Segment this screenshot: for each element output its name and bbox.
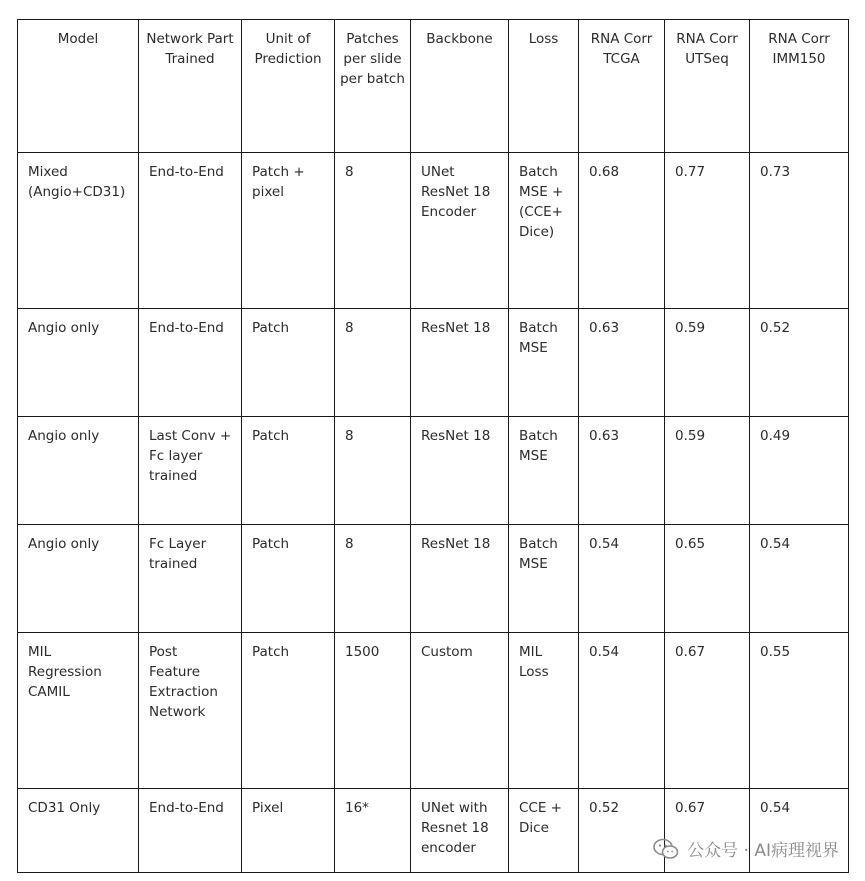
- table-row: [18, 417, 849, 525]
- col-header-patches: Patches per slide per batch: [335, 20, 411, 153]
- cell-model: Angio only: [18, 417, 139, 525]
- cell-backbone: UNet ResNet 18 Encoder: [411, 153, 509, 309]
- col-header-model: Model: [18, 20, 139, 153]
- cell-network-part: End-to-End: [139, 153, 242, 309]
- cell-rna-imm150: 0.55: [750, 633, 849, 789]
- cell-rna-imm150: 0.73: [750, 153, 849, 309]
- cell-rna-utseq: 0.59: [665, 309, 750, 417]
- cell-backbone: ResNet 18: [411, 525, 509, 633]
- cell-unit: Patch: [242, 309, 335, 417]
- col-header-rna-imm150: RNA Corr IMM150: [750, 20, 849, 153]
- col-header-unit: Unit of Prediction: [242, 20, 335, 153]
- col-header-backbone: Backbone: [411, 20, 509, 153]
- cell-patches: 8: [335, 417, 411, 525]
- watermark-text: 公众号 · AI病理视界: [687, 841, 839, 861]
- cell-network-part: Post Feature Extraction Network: [139, 633, 242, 789]
- cell-patches: 8: [335, 309, 411, 417]
- cell-backbone: ResNet 18: [411, 309, 509, 417]
- cell-backbone: Custom: [411, 633, 509, 789]
- cell-network-part: Last Conv + Fc layer trained: [139, 417, 242, 525]
- cell-network-part: End-to-End: [139, 789, 242, 873]
- cell-rna-tcga: 0.63: [579, 417, 665, 525]
- cell-patches: 8: [335, 525, 411, 633]
- cell-patches: 8: [335, 153, 411, 309]
- cell-unit: Patch: [242, 417, 335, 525]
- cell-rna-utseq: 0.77: [665, 153, 750, 309]
- cell-rna-imm150: 0.54: [750, 525, 849, 633]
- cell-loss: Batch MSE + (CCE+ Dice): [509, 153, 579, 309]
- wechat-icon: [653, 838, 679, 860]
- table-row: [18, 309, 849, 417]
- cell-unit: Patch + pixel: [242, 153, 335, 309]
- cell-rna-utseq: 0.67: [665, 789, 750, 873]
- col-header-network-part: Network Part Trained: [139, 20, 242, 153]
- cell-model: MIL Regression CAMIL: [18, 633, 139, 789]
- cell-unit: Pixel: [242, 789, 335, 873]
- cell-backbone: ResNet 18: [411, 417, 509, 525]
- cell-rna-tcga: 0.54: [579, 633, 665, 789]
- cell-rna-utseq: 0.59: [665, 417, 750, 525]
- cell-patches: 16*: [335, 789, 411, 873]
- table-row: [18, 153, 849, 309]
- cell-rna-tcga: 0.63: [579, 309, 665, 417]
- cell-loss: Batch MSE: [509, 309, 579, 417]
- cell-patches: 1500: [335, 633, 411, 789]
- cell-network-part: End-to-End: [139, 309, 242, 417]
- cell-loss: Batch MSE: [509, 525, 579, 633]
- cell-rna-tcga: 0.68: [579, 153, 665, 309]
- table-row: [18, 525, 849, 633]
- cell-unit: Patch: [242, 525, 335, 633]
- cell-loss: MIL Loss: [509, 633, 579, 789]
- cell-unit: Patch: [242, 633, 335, 789]
- cell-backbone: UNet with Resnet 18 encoder: [411, 789, 509, 873]
- cell-rna-tcga: 0.54: [579, 525, 665, 633]
- col-header-rna-utseq: RNA Corr UTSeq: [665, 20, 750, 153]
- watermark: [653, 836, 839, 861]
- col-header-loss: Loss: [509, 20, 579, 153]
- results-table: [17, 19, 849, 873]
- cell-model: Mixed (Angio+CD31): [18, 153, 139, 309]
- cell-rna-imm150: 0.49: [750, 417, 849, 525]
- cell-loss: CCE + Dice: [509, 789, 579, 873]
- cell-network-part: Fc Layer trained: [139, 525, 242, 633]
- cell-rna-imm150: 0.52: [750, 309, 849, 417]
- cell-loss: Batch MSE: [509, 417, 579, 525]
- header-row: [18, 20, 849, 153]
- cell-rna-tcga: 0.52: [579, 789, 665, 873]
- cell-model: CD31 Only: [18, 789, 139, 873]
- cell-rna-utseq: 0.67: [665, 633, 750, 789]
- table-row: [18, 633, 849, 789]
- cell-rna-utseq: 0.65: [665, 525, 750, 633]
- cell-model: Angio only: [18, 525, 139, 633]
- col-header-rna-tcga: RNA Corr TCGA: [579, 20, 665, 153]
- cell-model: Angio only: [18, 309, 139, 417]
- cell-rna-imm150: 0.54: [750, 789, 849, 873]
